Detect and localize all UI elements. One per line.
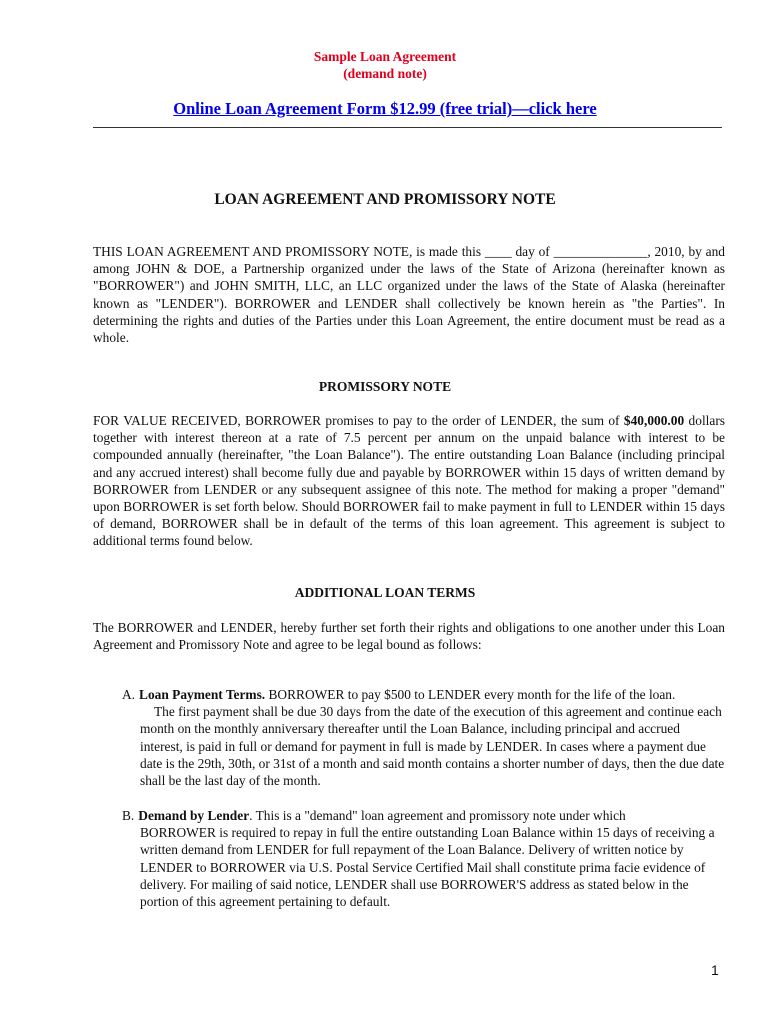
loan-amount: $40,000.00 <box>623 413 685 428</box>
promissory-text-end: dollars together with interest thereon at a rate of 7.5 percent per annum on the unpaid balance with interest to be compounded annually (hereinafter, "the Loan Balance"). The entire outstanding Loan Balance (including principal and any accrued interest) shall become fully due and payable by BORROWER within 15 days of written demand by BORROWER from LENDER or any subsequent assignee of this note. The method for making a proper "demand" upon BORROWER is set forth below. Should BORROWER fail to make payment in full to LENDER within 15 days of demand, BORROWER shall be in default of the terms of this loan agreement. This agreement is subject to additional terms found below. <box>93 413 725 549</box>
term-title: Loan Payment Terms. <box>139 687 266 702</box>
term-marker: B. <box>122 808 135 823</box>
term-demand-by-lender <box>122 807 725 910</box>
additional-terms-heading: ADDITIONAL LOAN TERMS <box>294 585 476 600</box>
intro-paragraph: THIS LOAN AGREEMENT AND PROMISSORY NOTE, is made this ____ day of ______________, 2010, by and among JOHN & DOE, a Partnership organized under the laws of the State of Arizona (hereinafter known as "BORROWER") and JOHN SMITH, LLC, an LLC organized under the laws of the State of Alaska (hereinafter known as "LENDER"). BORROWER and LENDER shall collectively be known herein as "the Parties". In determining the rights and duties of the Parties under this Loan Agreement, the entire document must be read as a whole. <box>93 244 725 346</box>
page-number: 1 <box>711 962 719 978</box>
term-marker: A. <box>122 687 136 702</box>
promissory-note-paragraph <box>93 412 725 550</box>
sample-title: Sample Loan Agreement <box>313 49 457 64</box>
form-link-container <box>0 99 770 119</box>
additional-terms-intro: The BORROWER and LENDER, hereby further set forth their rights and obligations to one another under this Loan Agreement and Promissory Note and agree to be legal bound as follows: <box>93 620 725 653</box>
term-text-rest: BORROWER is required to repay in full the entire outstanding Loan Balance within 15 days of receiving a written demand from LENDER for full repayment of the Loan Balance. Delivery of written notice by LENDER to BORROWER via U.S. Postal Service Certified Mail shall constitute prima facie evidence of delivery. For mailing of said notice, LENDER shall use BORROWER'S address as stated below in the portion of this agreement pertaining to default. <box>140 825 715 910</box>
sample-subtitle: (demand note) <box>343 66 427 81</box>
term-text-rest: The first payment shall be due 30 days from the date of the execution of this agreement and continue each month on the monthly anniversary thereafter until the Loan Balance, including principal and accrued interest, is paid in full or demand for payment in full is made by LENDER. In cases where a payment due date is the 29th, 30th, or 31st of a month and said month contains a shorter number of days, then the due date shall be the last day of the month. <box>140 704 725 789</box>
promissory-note-heading: PROMISSORY NOTE <box>318 379 452 394</box>
term-text-first: . This is a "demand" loan agreement and promissory note under which <box>249 808 626 823</box>
horizontal-divider <box>93 127 722 128</box>
online-form-link[interactable]: Online Loan Agreement Form $12.99 (free trial)––click here <box>173 99 597 118</box>
promissory-text-start: FOR VALUE RECEIVED, BORROWER promises to pay to the order of LENDER, the sum of <box>93 413 624 428</box>
term-text-first: BORROWER to pay $500 to LENDER every month for the life of the loan. <box>265 687 676 702</box>
term-title: Demand by Lender <box>138 808 250 823</box>
document-title: LOAN AGREEMENT AND PROMISSORY NOTE <box>214 191 556 208</box>
term-loan-payment <box>122 686 725 789</box>
